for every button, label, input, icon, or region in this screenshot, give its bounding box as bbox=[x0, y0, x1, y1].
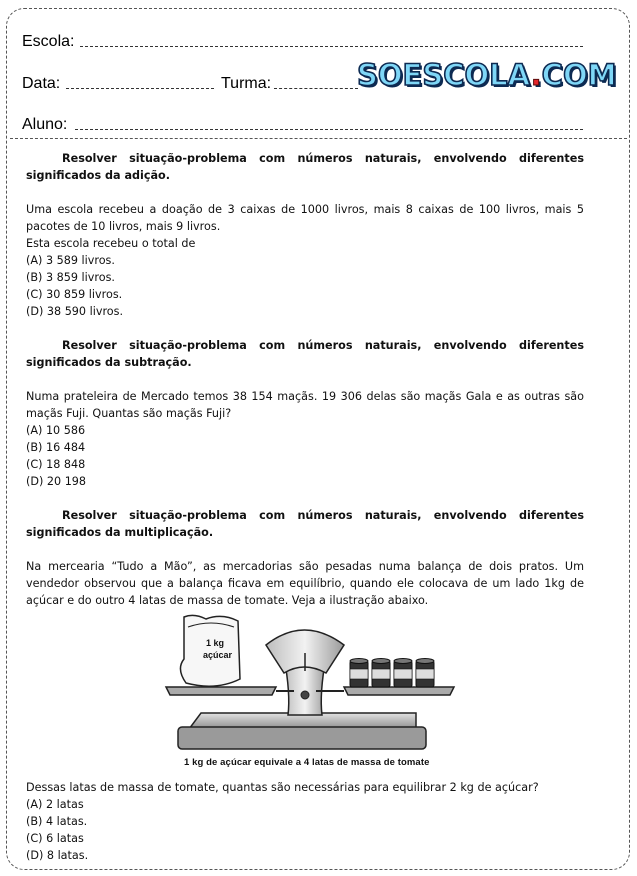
option-d[interactable]: (D) 8 latas. bbox=[26, 849, 89, 862]
option-c[interactable]: (C) 18 848 bbox=[26, 458, 86, 471]
section-title: Resolver situação-problema com números naturais, envolvendo diferentes significados da subtração. bbox=[26, 339, 584, 369]
tomato-can bbox=[372, 659, 390, 688]
option-b[interactable]: (B) 16 484 bbox=[26, 441, 86, 454]
option-a[interactable]: (A) 3 589 livros. bbox=[26, 254, 115, 267]
tomato-can bbox=[394, 659, 412, 688]
student-label: Aluno: bbox=[22, 116, 68, 133]
logo-suffix: COM bbox=[541, 58, 617, 92]
option-b[interactable]: (B) 3 859 livros. bbox=[26, 271, 115, 284]
school-field[interactable] bbox=[80, 46, 583, 47]
class-label: Turma: bbox=[221, 75, 272, 92]
date-label: Data: bbox=[22, 75, 61, 92]
question-text: Na mercearia “Tudo a Mão”, as mercadorias são pesadas numa balança de dois pratos. Um vendedor observou que a balança ficava em equilíbrio, quando ele colocava de um lado 1kg de açúcar e do outro 4 latas de massa de tomate. Veja a ilustração abaixo. bbox=[26, 560, 584, 607]
tomato-can bbox=[416, 659, 434, 688]
option-b[interactable]: (B) 4 latas. bbox=[26, 815, 88, 828]
soescola-logo bbox=[357, 58, 616, 92]
question-text: Uma escola recebeu a doação de 3 caixas de 1000 livros, mais 8 caixas de 100 livros, mais 5 pacotes de 10 livros, mais 9 livros. bbox=[26, 203, 584, 233]
figure-caption: 1 kg de açúcar equivale a 4 latas de massa de tomate bbox=[184, 757, 430, 768]
option-a[interactable]: (A) 10 586 bbox=[26, 424, 86, 437]
balance-scale-icon bbox=[26, 609, 584, 769]
student-field[interactable] bbox=[75, 129, 583, 130]
option-d[interactable]: (D) 38 590 livros. bbox=[26, 305, 124, 318]
class-field[interactable] bbox=[274, 88, 358, 89]
section-addition bbox=[26, 150, 584, 320]
option-c[interactable]: (C) 6 latas bbox=[26, 832, 84, 845]
worksheet-content bbox=[26, 150, 584, 864]
option-d[interactable]: (D) 20 198 bbox=[26, 475, 87, 488]
question-prompt: Dessas latas de massa de tomate, quantas são necessárias para equilibrar 2 kg de açúcar? bbox=[26, 781, 539, 794]
question-text: Numa prateleira de Mercado temos 38 154 maçãs. 19 306 delas são maçãs Gala e as outras são maçãs Fuji. Quantas são maçãs Fuji? bbox=[26, 390, 584, 420]
section-title: Resolver situação-problema com números naturais, envolvendo diferentes significados da adição. bbox=[26, 152, 584, 182]
section-multiplication bbox=[26, 507, 584, 864]
tomato-can bbox=[350, 659, 368, 688]
school-label: Escola: bbox=[22, 33, 75, 50]
bag-label-sugar: açúcar bbox=[203, 650, 233, 660]
option-c[interactable]: (C) 30 859 livros. bbox=[26, 288, 123, 301]
logo-text: SOESCOLA bbox=[357, 58, 531, 92]
balance-scale-illustration bbox=[26, 609, 584, 779]
header-separator bbox=[10, 138, 627, 139]
section-title: Resolver situação-problema com números naturais, envolvendo diferentes significados da multiplicação. bbox=[26, 509, 584, 539]
question-prompt: Esta escola recebeu o total de bbox=[26, 237, 196, 250]
option-a[interactable]: (A) 2 latas bbox=[26, 798, 84, 811]
worksheet-header bbox=[0, 0, 637, 132]
tomato-cans bbox=[350, 659, 434, 688]
logo-dot: . bbox=[530, 58, 542, 92]
date-field[interactable] bbox=[66, 88, 214, 89]
bag-label-weight: 1 kg bbox=[206, 638, 225, 648]
section-subtraction bbox=[26, 337, 584, 490]
